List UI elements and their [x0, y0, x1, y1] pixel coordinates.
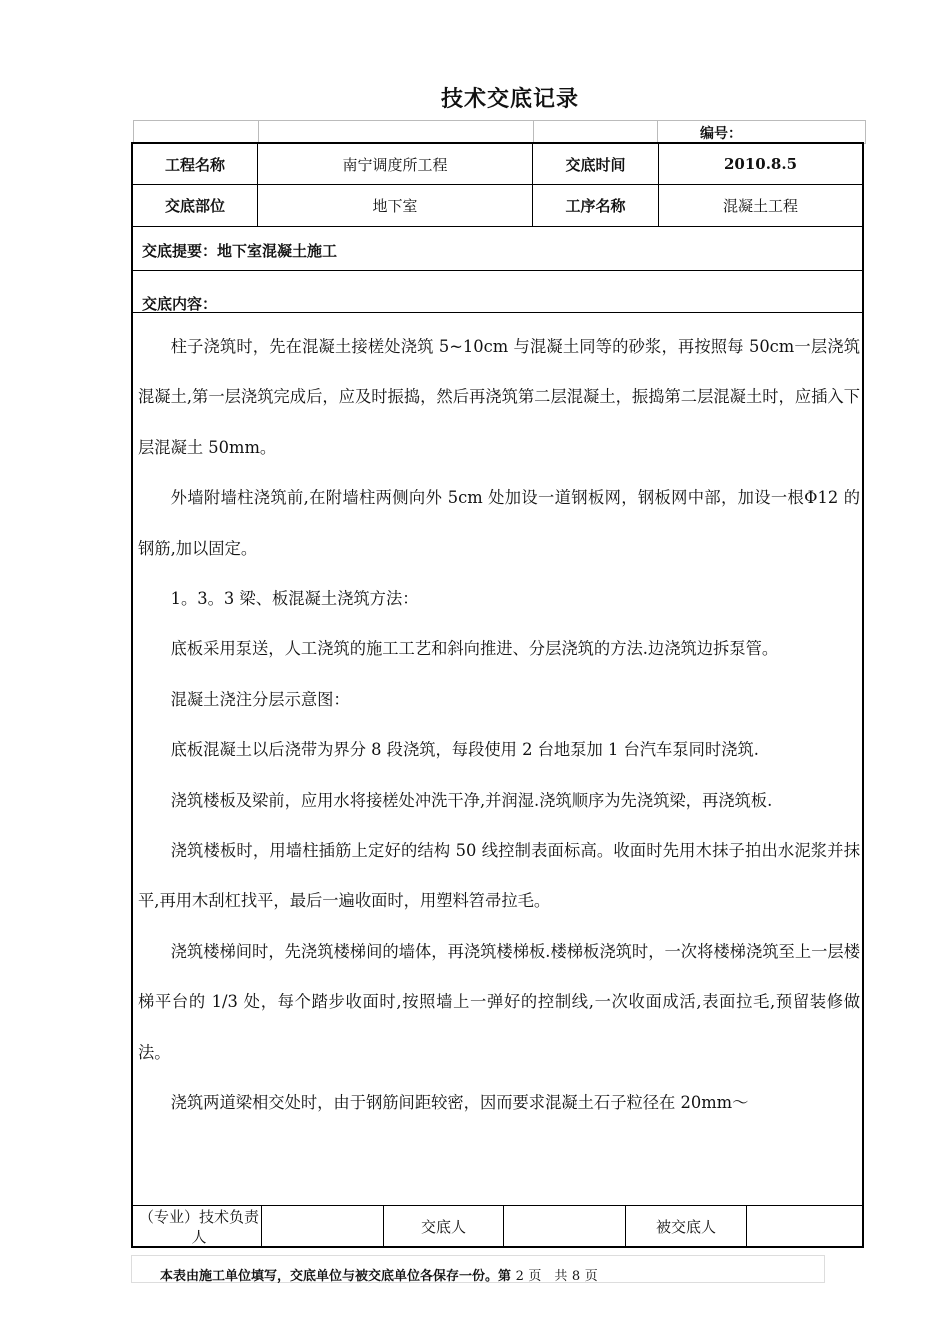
content-paragraph: 1。3。3 梁、板混凝土浇筑方法：: [170, 589, 419, 609]
content-label: 交底内容：: [142, 295, 218, 313]
location-label: 交底部位: [164, 197, 225, 215]
content-paragraph: 混凝土浇注分层示意图：: [170, 689, 350, 709]
project-name-label: 工程名称: [164, 155, 225, 174]
header-number-row: [133, 120, 866, 144]
content-paragraph: 浇筑楼板及梁前，应用水将接槎处冲洗干净,并润湿.浇筑顺序为先浇筑梁，再浇筑板.: [170, 790, 773, 810]
content-paragraph: 外墙附墙柱浇筑前,在附墙柱两侧向外 5cm 处加设一道钢板网，钢板网中部，加设一根Φ12 的钢筋,加以固定。: [138, 488, 860, 558]
page-prefix: 第: [498, 1269, 512, 1284]
tech-lead-label: （专业）技术负责人: [138, 1207, 259, 1246]
content-paragraph: 底板混凝土以后浇带为界分 8 段浇筑，每段使用 2 台地泵加 1 台汽车泵同时浇筑.: [170, 740, 759, 760]
project-name-value: 南宁调度所工程: [342, 155, 448, 174]
summary: 交底提要：地下室混凝土施工: [142, 242, 338, 260]
tech-lead-signature[interactable]: [262, 1206, 383, 1247]
page-total: 8: [571, 1269, 581, 1284]
content-paragraph: 柱子浇筑时，先在混凝土接槎处浇筑 5~10cm 与混凝土同等的砂浆，再按照每 50cm一层浇筑混凝土,第一层浇筑完成后，应及时振捣，然后再浇筑第二层混凝土，振捣第二层混凝土时，应插入下层混凝土 50mm。: [138, 337, 860, 457]
content-paragraph: 浇筑楼板时，用墙柱插筋上定好的结构 50 线控制表面标高。收面时先用木抹子拍出水泥浆并抹平,再用木刮杠找平，最后一遍收面时，用塑料笤帚拉毛。: [138, 841, 860, 911]
handover-time-value: 2010.8.5: [723, 155, 798, 173]
location-value: 地下室: [372, 197, 418, 215]
content-body: [138, 322, 860, 1129]
process-value: 混凝土工程: [722, 197, 798, 215]
page-mid: 页 共: [528, 1269, 568, 1284]
page-suffix: 页: [584, 1269, 598, 1284]
page-current: 2: [515, 1269, 524, 1284]
receiver-label: 被交底人: [655, 1217, 716, 1236]
page-title: 技术交底记录: [440, 87, 579, 112]
content-paragraph: 浇筑楼梯间时，先浇筑楼梯间的墙体，再浇筑楼梯板.楼梯板浇筑时，一次将楼梯浇筑至上一层楼梯平台的 1/3 处，每个踏步收面时,按照墙上一弹好的控制线,一次收面成活,表面拉毛,预留装修做法。: [138, 941, 860, 1062]
number-label: 编号：: [700, 126, 742, 142]
process-label: 工序名称: [565, 197, 626, 215]
content-paragraph: 浇筑两道梁相交处时，由于钢筋间距较密，因而要求混凝土石子粒径在 20mm～: [170, 1093, 749, 1113]
handover-time-label: 交底时间: [565, 155, 626, 174]
receiver-signature[interactable]: [747, 1206, 862, 1247]
discloser-label: 交底人: [420, 1217, 466, 1236]
content-paragraph: 底板采用泵送，人工浇筑的施工工艺和斜向推进、分层浇筑的方法.边浇筑边拆泵管。: [170, 639, 779, 659]
footer-note: [160, 1265, 598, 1284]
discloser-signature[interactable]: [504, 1206, 625, 1247]
footer-text: 本表由施工单位填写，交底单位与被交底单位各保存一份。: [160, 1269, 499, 1284]
